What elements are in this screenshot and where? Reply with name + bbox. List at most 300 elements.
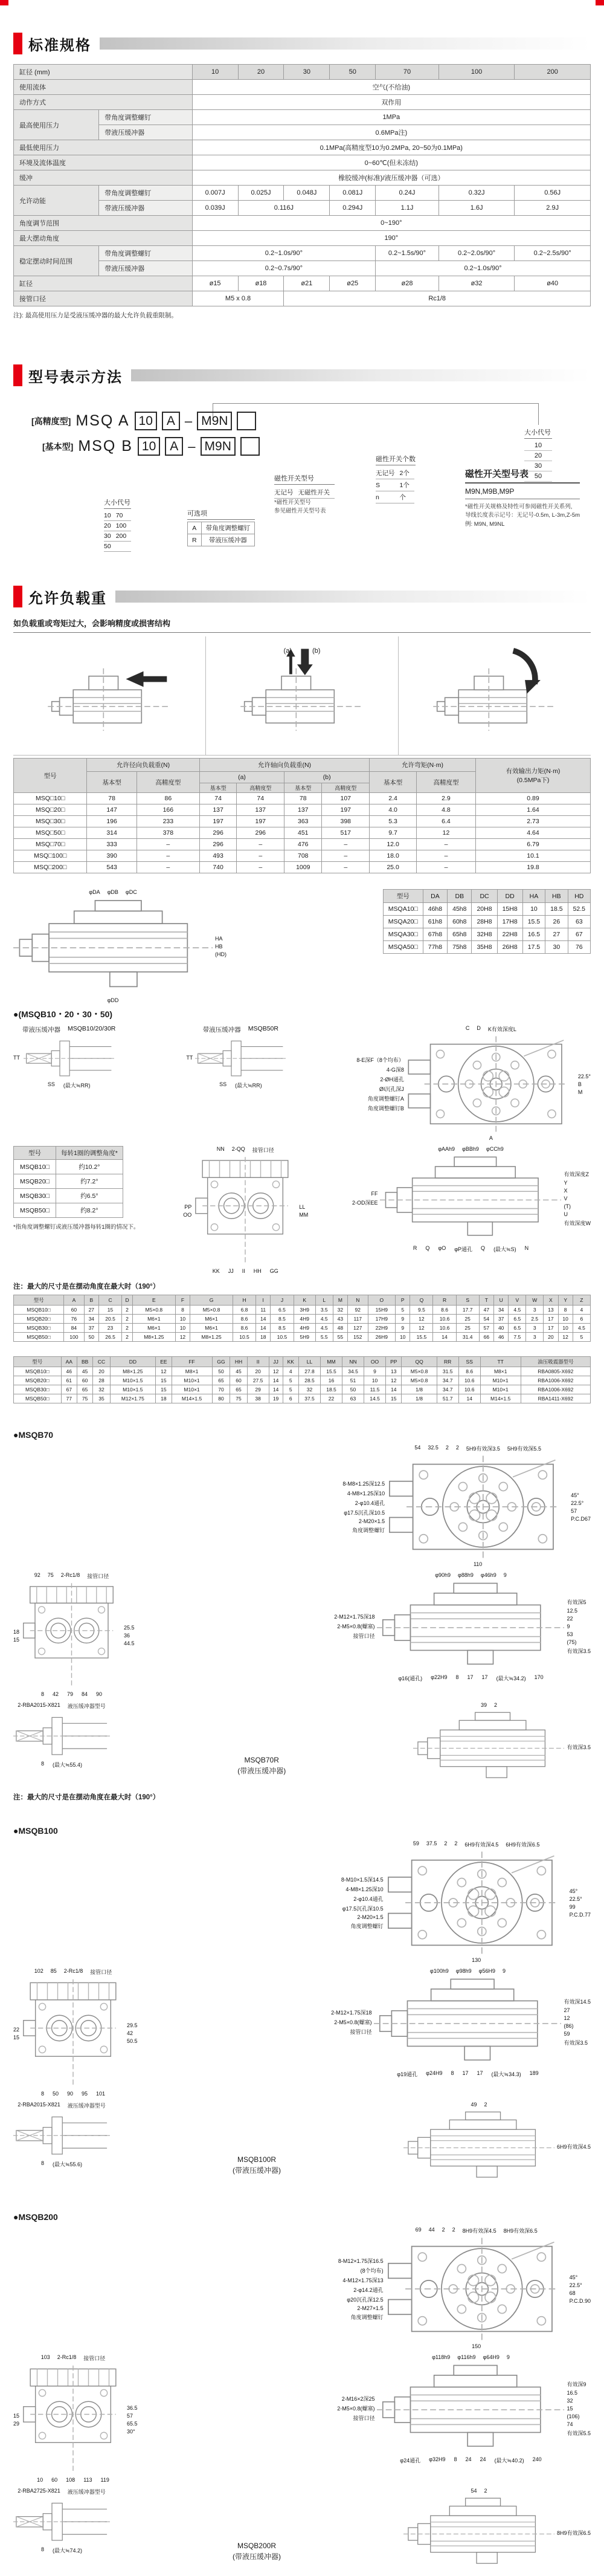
dim2-table-cell: 8.6 — [458, 1367, 480, 1376]
dim1-table-cell: 12 — [558, 1333, 573, 1342]
dim-label: 8 — [455, 1674, 459, 1680]
model-designation-diagram — [13, 396, 591, 572]
dim1-table-cell: 25 — [456, 1315, 479, 1324]
dim2-table-cell: 10.6 — [458, 1376, 480, 1385]
msqa-table-cell: 30 — [545, 941, 568, 954]
dim-label: 12 — [564, 2015, 570, 2021]
msqb200-side-drawing — [337, 2354, 591, 2464]
dim-label: φ88h9 — [458, 1572, 474, 1578]
dim1-table-cell: 152 — [348, 1333, 368, 1342]
load-table-cell: MSQ□200□ — [14, 862, 87, 873]
dim-label: (86) — [564, 2023, 574, 2029]
dim-label: 2 — [484, 2102, 487, 2108]
dim-label: LL — [299, 1204, 306, 1210]
dim-label: 57 — [571, 1507, 577, 1514]
dim-label: 2-M5×0.8(螺塞) — [334, 2019, 372, 2025]
size-code-item: 30 — [524, 461, 552, 471]
panel-title: 磁性开关个数 — [376, 454, 416, 465]
dim1-table-cell: 20.5 — [98, 1315, 121, 1324]
msqa-table-cell: 28H8 — [472, 916, 497, 928]
size-code-item: 10 — [524, 441, 552, 451]
dim-label: 69 — [415, 2227, 422, 2233]
dim-label: 30° — [127, 2428, 135, 2435]
spec-table-cell: 角度调节范围 — [14, 216, 193, 231]
panel-title: 大小代号 — [524, 427, 552, 439]
msqb200-block — [13, 2212, 591, 2571]
dim-label: 2-M5×0.8(螺塞) — [337, 1623, 375, 1629]
dim-label: 84 — [82, 1691, 88, 1697]
load-table-cell: 296 — [199, 839, 237, 850]
dim2-table-cell: 18.5 — [321, 1385, 342, 1394]
dim1-col-header: G — [190, 1295, 233, 1306]
load-table-cell: 378 — [137, 827, 199, 839]
dim-label: 17 — [462, 2070, 469, 2076]
angle-table-cell: MSQB30□ — [14, 1189, 56, 1203]
size-pair-cell: 20 — [104, 521, 116, 531]
spec-table-cell: 允许动能 — [14, 186, 99, 216]
spec-table-cell: ø18 — [238, 276, 284, 291]
load-table-row — [14, 816, 591, 827]
load-table-cell: 5.3 — [370, 816, 417, 827]
switch-note-line: 例: M9N, M9NL — [465, 520, 505, 528]
col-radial: 允许径向负载重(N) — [87, 759, 200, 772]
load-table-cell: 74 — [199, 793, 237, 804]
spec-table-cell: 200 — [515, 65, 591, 80]
dim-label: 16.5 — [567, 2389, 578, 2396]
msqa-table-cell: 26H8 — [497, 941, 522, 954]
dim2-table-cell: 14 — [269, 1376, 283, 1385]
dim2-col-header: II — [247, 1357, 269, 1367]
msqa-table-cell: 76 — [568, 941, 590, 954]
dim2-table-cell: M5×0.8 — [402, 1376, 437, 1385]
load-table-cell: 4.0 — [370, 804, 417, 816]
dim1-col-header: L — [315, 1295, 333, 1306]
dim-label: 45° — [569, 1888, 578, 1894]
dim-label: φDB — [107, 889, 118, 895]
load-table-cell: – — [322, 850, 370, 862]
col-torque: 有效输出力矩(N·m) (0.5MPa下) — [475, 759, 590, 793]
cushion-caption: MSQB50R — [248, 1025, 278, 1032]
dim-label: (最大≒55.4) — [52, 1762, 83, 1768]
dim-label: 5H9有效深5.5 — [507, 1446, 541, 1452]
moment-load-figure — [399, 636, 591, 755]
dim-label: 12.5 — [567, 1607, 578, 1614]
dim-label: 17 — [477, 2070, 483, 2076]
dim1-table-cell: 5.5 — [315, 1333, 333, 1342]
dim1-table-cell: 6.5 — [509, 1315, 526, 1324]
load-table-cell: 390 — [87, 850, 137, 862]
dim-label: 189 — [529, 2070, 539, 2076]
dim-label: 113 — [83, 2477, 92, 2483]
option-row — [188, 534, 255, 546]
dim1-table-cell: 15.5 — [410, 1333, 433, 1342]
dim-label: φO — [438, 1245, 446, 1251]
dim-label: 74 — [567, 2421, 573, 2427]
spec-table-cell: 50 — [330, 65, 376, 80]
dim-label: 4-M8×1.25深10 — [347, 1490, 385, 1497]
dim-label: 8-M10×1.5深14.5 — [341, 1877, 384, 1883]
dim-label: (最大≒55.6) — [52, 2161, 83, 2167]
dim-label: 接管口径 — [353, 2415, 375, 2421]
dim2-table-cell: MSQB30□ — [14, 1385, 62, 1394]
spec-table-cell: 橡胶缓冲(标准)/液压缓冲器（可选） — [192, 170, 590, 186]
dim-label: Q — [425, 1245, 430, 1251]
dim-label: φ116h9 — [457, 2354, 476, 2360]
dim1-col-header: P — [396, 1295, 410, 1306]
spec-table-cell: 0.6MPa注) — [192, 125, 590, 140]
dim1-table-row — [14, 1315, 591, 1324]
dim1-table-cell: 31.4 — [456, 1333, 479, 1342]
spec-table-row — [14, 95, 591, 110]
dim-label: TT — [186, 1055, 193, 1061]
dim2-table-cell: 5 — [283, 1385, 298, 1394]
dim-label: HH — [253, 1268, 262, 1274]
dim2-table-cell: 28 — [93, 1376, 110, 1385]
cushion-caption: 带液压缓冲器 — [202, 1026, 241, 1034]
load-table-cell: 6.4 — [416, 816, 475, 827]
dim-label: 50.5 — [127, 2038, 138, 2044]
msqb200-rear-drawing — [403, 2488, 591, 2571]
dim2-table-cell: 1/8 — [402, 1385, 437, 1394]
dim-label: 22.5° — [577, 1073, 591, 1079]
msqa-col-header: DC — [472, 890, 497, 903]
dim2-table-cell: 77 — [61, 1394, 77, 1403]
dim2-table-cell: RBA1006-X692 — [521, 1385, 590, 1394]
dim2-table-cell: M8×1 — [480, 1367, 521, 1376]
flange-sketch — [386, 1849, 567, 1956]
dim-label: 液压缓冲器型号 — [67, 2489, 106, 2495]
dim-label: 170 — [534, 1674, 544, 1680]
load-table-row — [14, 839, 591, 850]
dim-label: 53 — [567, 1631, 573, 1637]
dim1-table-cell: 20 — [544, 1333, 558, 1342]
dim1-col-header: Y — [558, 1295, 573, 1306]
dim-label: 4-G深8 — [386, 1067, 404, 1073]
msqa-table-cell: 67 — [568, 928, 590, 941]
msqa-table-cell: 20H8 — [472, 903, 497, 916]
model-code-high-precision — [31, 412, 256, 430]
dim1-table-cell: 32 — [333, 1306, 347, 1315]
dim-label: 8H9有效深4.5 — [462, 2228, 496, 2234]
dim2-table-row — [14, 1385, 591, 1394]
msqb200-heading: ●MSQB200 — [13, 2212, 58, 2222]
dim1-col-header: M — [333, 1295, 347, 1306]
spec-table-cell: 0.2~2.5s/90° — [515, 246, 591, 261]
dim2-table-cell: 32 — [93, 1385, 110, 1394]
switch-model-extra: 参见磁性开关型号表 — [274, 508, 326, 515]
cushion-caption: MSQB10/20/30R — [68, 1025, 116, 1032]
switch-count-row — [376, 479, 414, 491]
dim1-table-cell: 4.5 — [315, 1315, 333, 1324]
load-table-cell: 1.64 — [475, 804, 590, 816]
load-table-cell: 147 — [87, 804, 137, 816]
msqb100-caption: MSQB100R (带液压缓冲器) — [232, 2155, 281, 2175]
msqb70-cushion-drawing — [13, 1702, 110, 1769]
dim-label: 102 — [34, 1968, 43, 1974]
dim1-table-cell: 4.5 — [573, 1324, 590, 1333]
msqb-dim-table-1 — [13, 1295, 591, 1342]
gradient-bar — [115, 591, 591, 603]
size-code-pairs-panel — [104, 497, 131, 552]
dim-label: 29 — [13, 2420, 20, 2427]
dim-label: 9 — [506, 2354, 510, 2360]
dim2-table-cell: 18 — [156, 1394, 172, 1403]
dim-label: P.C.D.77 — [569, 1911, 591, 1918]
dim-label: U — [564, 1211, 568, 1217]
msqb-side-drawing — [352, 1146, 591, 1253]
dim2-table-cell: 20 — [93, 1367, 110, 1376]
spec-table-cell: 0.039J — [192, 201, 238, 216]
dim-label: 130 — [472, 1957, 481, 1963]
dim1-table-cell: 34 — [84, 1315, 98, 1324]
dim1-table-cell: 10.6 — [433, 1315, 456, 1324]
dim1-table-cell: 40 — [494, 1324, 509, 1333]
dim1-table-cell: 7.5 — [509, 1333, 526, 1342]
spec-table-cell: 0.2~1.0s/90° — [192, 246, 376, 261]
dim2-col-header: HH — [230, 1357, 247, 1367]
dim-label: 2-M16×2深25 — [341, 2396, 375, 2402]
dim1-col-header: J — [271, 1295, 294, 1306]
spec-table-cell: ø15 — [192, 276, 238, 291]
msqb70-side-drawing — [334, 1572, 591, 1682]
dim-label: φBBh9 — [462, 1146, 479, 1152]
dim-label: φ90h9 — [435, 1572, 451, 1578]
load-table-cell: 25.0 — [370, 862, 417, 873]
dim-label: Y — [564, 1180, 568, 1186]
dim2-table-row — [14, 1367, 591, 1376]
spec-table-cell: 0.2~1.0s/90° — [376, 261, 591, 276]
dim1-table-cell: 54 — [479, 1315, 493, 1324]
dim1-table-cell: 2 — [122, 1333, 133, 1342]
dim-label: 95 — [82, 2091, 88, 2097]
switch-model-table-panel — [465, 467, 580, 529]
size-pair-cell: 10 — [104, 511, 116, 521]
msqa-table-cell: 18.5 — [545, 903, 568, 916]
section-title-model: 型号表示方法 — [28, 369, 123, 386]
dim1-col-header: U — [494, 1295, 509, 1306]
dim2-table-cell: RBA0805-X692 — [521, 1367, 590, 1376]
load-table-row — [14, 793, 591, 804]
actuator-sketch — [239, 647, 365, 745]
topport-sketch — [22, 1977, 124, 2089]
dim-label: 15 — [13, 2034, 20, 2040]
side-sketch — [413, 1709, 564, 1785]
topport-sketch — [194, 1155, 297, 1267]
spec-table-cell: 带液压缓冲器 — [99, 201, 192, 216]
spec-table-cell: 0.294J — [330, 201, 376, 216]
load-table-cell: 517 — [322, 827, 370, 839]
msqa-table-cell: 15.5 — [522, 916, 545, 928]
dim-label: 4-M12×1.75深13 — [342, 2277, 384, 2283]
msqa-table-cell: 27 — [545, 928, 568, 941]
spec-table-row — [14, 186, 591, 201]
dim-label: V — [564, 1196, 568, 1202]
dim-label: φ16(通孔) — [398, 1675, 423, 1681]
spec-table-row — [14, 231, 591, 246]
spec-note: 注): 最高使用压力是受液压缓冲器的最大允许负载重限制。 — [13, 312, 178, 319]
dim1-table-cell: 4H9 — [294, 1324, 315, 1333]
cushion-sketch — [195, 1035, 286, 1080]
dim1-table-row — [14, 1333, 591, 1342]
dim-label: 44.5 — [124, 1640, 135, 1646]
spec-table-cell: 双作用 — [192, 95, 590, 110]
dim-label: 2-M27×1.5 — [357, 2305, 384, 2311]
dim2-table-row — [14, 1394, 591, 1403]
dim1-table-cell: 10.5 — [271, 1333, 294, 1342]
load-table-cell: 137 — [199, 804, 237, 816]
load-table-cell: 4.8 — [416, 804, 475, 816]
dim-label: 2-Rc1/8 — [60, 1572, 80, 1578]
dim-label: 119 — [100, 2477, 109, 2483]
dim1-col-header: X — [544, 1295, 558, 1306]
dim-label: 2 — [493, 1702, 497, 1708]
spec-table-cell: 缓冲 — [14, 170, 193, 186]
msqb200-cushion-drawing — [13, 2488, 110, 2554]
load-table-cell: 398 — [322, 816, 370, 827]
dim-label: 54 — [414, 1445, 421, 1451]
msqa-table-cell: 15H8 — [497, 903, 522, 916]
switch-models: M9N,M9B,M9P — [465, 485, 580, 499]
dim-label: FF — [371, 1191, 378, 1197]
msqa-table-cell: 17H8 — [497, 916, 522, 928]
dim-label: 2-M20×1.5 — [357, 1914, 384, 1920]
dim1-col-header: H — [233, 1295, 255, 1306]
dim1-table-cell: 37 — [84, 1324, 98, 1333]
options-panel — [187, 508, 255, 546]
dim1-table-cell: 10 — [558, 1324, 573, 1333]
angle-table-cell: 约7.2° — [56, 1174, 123, 1189]
section-load — [13, 586, 591, 2576]
msqb-flange-drawing — [356, 1025, 591, 1141]
load-intro-text: 如负载重或弯矩过大，会影响精度或损害结构 — [13, 617, 591, 633]
msqa-table-cell: 67h8 — [423, 928, 447, 941]
spec-table-cell: 1MPa — [192, 110, 590, 125]
dim1-col-header: Q — [410, 1295, 433, 1306]
dim1-table-cell: 12 — [410, 1315, 433, 1324]
msqb70-rear-drawing — [413, 1702, 591, 1785]
dim1-table-cell: 11 — [256, 1306, 271, 1315]
dim-label: (75) — [567, 1639, 577, 1645]
dim1-col-header: I — [256, 1295, 271, 1306]
dim-label: 8H9有效深6.5 — [556, 2530, 591, 2536]
col-b: (b) — [284, 772, 370, 783]
col-basic: 基本型 — [87, 772, 137, 793]
cushion-sketch — [13, 1711, 110, 1759]
label-b: (b) — [312, 647, 321, 655]
switch-table-title: 磁性开关型号表 — [465, 467, 580, 484]
load-table-cell: 78 — [284, 793, 322, 804]
model-dash: – — [184, 413, 193, 429]
dim-label: 22 — [13, 2026, 20, 2033]
dim1-table-cell: 12 — [410, 1324, 433, 1333]
dim-label: 90 — [67, 2091, 74, 2097]
dim1-table-cell: M6×1 — [190, 1315, 233, 1324]
section-header-specs — [13, 33, 591, 54]
load-table-cell: 6.79 — [475, 839, 590, 850]
dim2-col-header: JJ — [269, 1357, 283, 1367]
dim1-table-cell: 47 — [479, 1306, 493, 1315]
allowable-load-table — [13, 758, 591, 873]
dim1-table-cell: M6×1 — [132, 1324, 175, 1333]
option-cell: R — [188, 534, 202, 546]
dim1-col-header: W — [526, 1295, 544, 1306]
dim1-table-cell: 8 — [175, 1306, 190, 1315]
dim2-table-cell: 37.5 — [298, 1394, 320, 1403]
msqb100-flange-drawing — [341, 1840, 591, 1963]
load-table-cell: 74 — [237, 793, 284, 804]
spec-table-cell: 70 — [376, 65, 439, 80]
dim2-col-header: FF — [172, 1357, 212, 1367]
msqb100-side-drawing — [331, 1968, 591, 2078]
angle-table-row — [14, 1174, 123, 1189]
dim-label: 101 — [96, 2091, 106, 2097]
load-table-cell: 196 — [87, 816, 137, 827]
dim2-col-header: NN — [342, 1357, 364, 1367]
dim1-col-header: O — [368, 1295, 396, 1306]
side-sketch — [403, 2495, 554, 2571]
dim-label: φDA — [89, 889, 100, 895]
side-sketch — [403, 2109, 554, 2184]
dim2-col-header: PP — [386, 1357, 402, 1367]
msqb200-caption: MSQB200R (带液压缓冲器) — [232, 2542, 281, 2561]
dim-label: φ17.5沉孔深10.5 — [342, 1906, 384, 1912]
section-model — [13, 364, 591, 572]
dim-label: (HD) — [215, 951, 226, 957]
size-pair-cell: 100 — [116, 521, 132, 531]
spec-table-cell: 0.2~1.5s/90° — [376, 246, 439, 261]
dim-label: 8 — [454, 2456, 457, 2462]
dim2-table-cell: 11.5 — [364, 1385, 386, 1394]
dim-label: 22.5° — [569, 2282, 582, 2288]
size-code-item: 50 — [524, 471, 552, 482]
load-table-cell: 78 — [87, 793, 137, 804]
dim-label: HB — [215, 943, 223, 950]
msqb70-caption: MSQB70R (带液压缓冲器) — [237, 1756, 286, 1775]
col-basic: 基本型 — [199, 783, 237, 793]
dim1-table-cell: M8×1.25 — [132, 1333, 175, 1342]
dim2-col-header: 型号 — [14, 1357, 62, 1367]
dim1-table-cell: 48 — [333, 1324, 347, 1333]
msqb-cushion-drawing-50 — [186, 1025, 286, 1089]
spec-table-cell: ø21 — [284, 276, 330, 291]
dim-label: 6H9有效深4.5 — [464, 1842, 499, 1848]
dim-label: 9 — [503, 1968, 506, 1974]
load-table-cell: – — [237, 850, 284, 862]
dim-label: 8 — [40, 2160, 44, 2166]
msqa-dimension-drawing — [13, 889, 226, 1003]
load-table-cell: 197 — [199, 816, 237, 827]
size-code-item: 20 — [524, 451, 552, 461]
load-table-row — [14, 827, 591, 839]
spec-table-cell: 30 — [284, 65, 330, 80]
dim2-table-cell: M5×0.8 — [402, 1367, 437, 1376]
load-table-cell: 12.0 — [370, 839, 417, 850]
dim-label: φ24H9 — [426, 2070, 443, 2076]
dim-label: 角度调整螺钉 — [352, 1527, 385, 1533]
msqa-col-header: DA — [423, 890, 447, 903]
dim2-table-cell: M10×1 — [172, 1385, 212, 1394]
dim-label: 2-M12×1.75深18 — [331, 2010, 372, 2016]
load-table-cell: 19.8 — [475, 862, 590, 873]
dim-label: φ20沉孔深12.5 — [347, 2297, 384, 2303]
load-table-cell: – — [237, 862, 284, 873]
dim1-table-cell: 6.8 — [233, 1306, 255, 1315]
dim1-table-cell: 17 — [544, 1324, 558, 1333]
dim-label: (最大≒34.3) — [491, 2071, 521, 2077]
dim1-table-cell: M5×0.8 — [190, 1306, 233, 1315]
dim-label: 2 — [442, 2227, 445, 2233]
size-pair-row — [104, 542, 131, 552]
